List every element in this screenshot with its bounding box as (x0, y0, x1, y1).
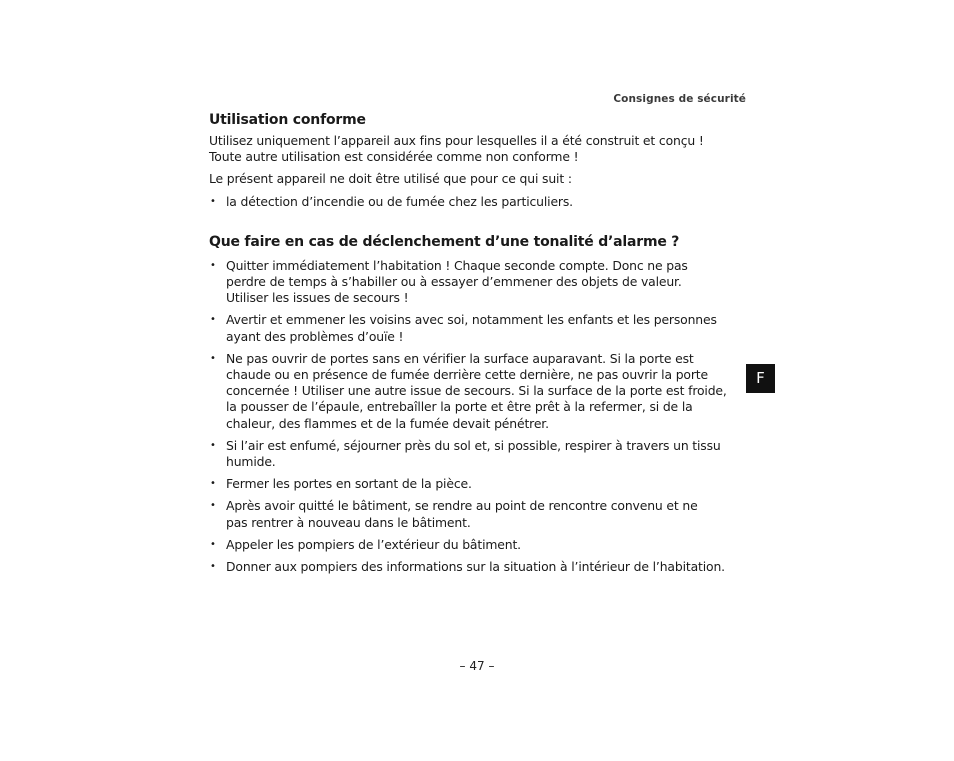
paragraph-usage-scope: Le présent appareil ne doit être utilisé que pour ce qui suit : (209, 171, 572, 187)
bullet: • (210, 259, 216, 271)
list-item (209, 537, 754, 553)
language-tab: F (746, 364, 775, 393)
text-line: Si l’air est enfumé, séjourner près du sol et, si possible, respirer à travers un tissu (226, 437, 721, 453)
text-line: la pousser de l’épaule, entrebaîller la porte et être prêt à la refermer, si de la (226, 399, 693, 415)
bullet: • (210, 538, 216, 550)
page-number: – 47 – (459, 659, 495, 673)
list-item (209, 194, 754, 210)
bullet: • (210, 314, 216, 326)
bullet: • (210, 195, 216, 207)
text-line: chaleur, des flammes et de la fumée devait pénétrer. (226, 415, 549, 431)
list-item (209, 438, 754, 470)
list-item (209, 351, 754, 432)
text-line: concernée ! Utiliser une autre issue de secours. Si la surface de la porte est froide, (226, 383, 727, 399)
text-line: Avertir et emmener les voisins avec soi, notamment les enfants et les personnes (226, 312, 717, 328)
text-line: Appeler les pompiers de l’extérieur du bâtiment. (226, 536, 521, 552)
section-heading-intended-use: Utilisation conforme (209, 112, 366, 128)
list-item (209, 312, 754, 344)
bullet: • (210, 352, 216, 364)
paragraph-usage-notice (209, 133, 754, 165)
alarm-procedure-list (209, 258, 754, 575)
text-line: pas rentrer à nouveau dans le bâtiment. (226, 514, 471, 530)
text-line: Utiliser les issues de secours ! (226, 290, 409, 306)
bullet: • (210, 439, 216, 451)
text-line: Fermer les portes en sortant de la pièce. (226, 476, 472, 492)
list-item (209, 476, 754, 492)
bullet: • (210, 561, 216, 573)
list-item (209, 258, 754, 307)
text-line: Donner aux pompiers des informations sur la situation à l’intérieur de l’habitation. (226, 559, 725, 575)
list-item-text: la détection d’incendie ou de fumée chez les particuliers. (226, 193, 573, 209)
text-line: chaude ou en présence de fumée derrière cette dernière, ne pas ouvrir la porte (226, 367, 708, 383)
text-line: Après avoir quitté le bâtiment, se rendre au point de rencontre convenu et ne (226, 498, 698, 514)
text-line: perdre de temps à s’habiller ou à essayer d’emmener des objets de valeur. (226, 274, 682, 290)
text-line: Toute autre utilisation est considérée comme non conforme ! (209, 149, 579, 165)
bullet: • (210, 500, 216, 512)
list-item (209, 498, 754, 530)
text-line: Utilisez uniquement l’appareil aux fins pour lesquelles il a été construit et conçu ! (209, 133, 704, 148)
running-header: Consignes de sécurité (613, 93, 746, 105)
section-heading-alarm-procedure: Que faire en cas de déclenchement d’une tonalité d’alarme ? (209, 233, 680, 250)
usage-list (209, 194, 754, 210)
text-line: Ne pas ouvrir de portes sans en vérifier la surface auparavant. Si la porte est (226, 350, 694, 366)
bullet: • (210, 478, 216, 490)
text-line: Quitter immédiatement l’habitation ! Chaque seconde compte. Donc ne pas (226, 257, 688, 273)
text-line: ayant des problèmes d’ouïe ! (226, 328, 404, 344)
list-item (209, 559, 754, 575)
text-line: humide. (226, 454, 276, 470)
page-content (209, 110, 754, 581)
